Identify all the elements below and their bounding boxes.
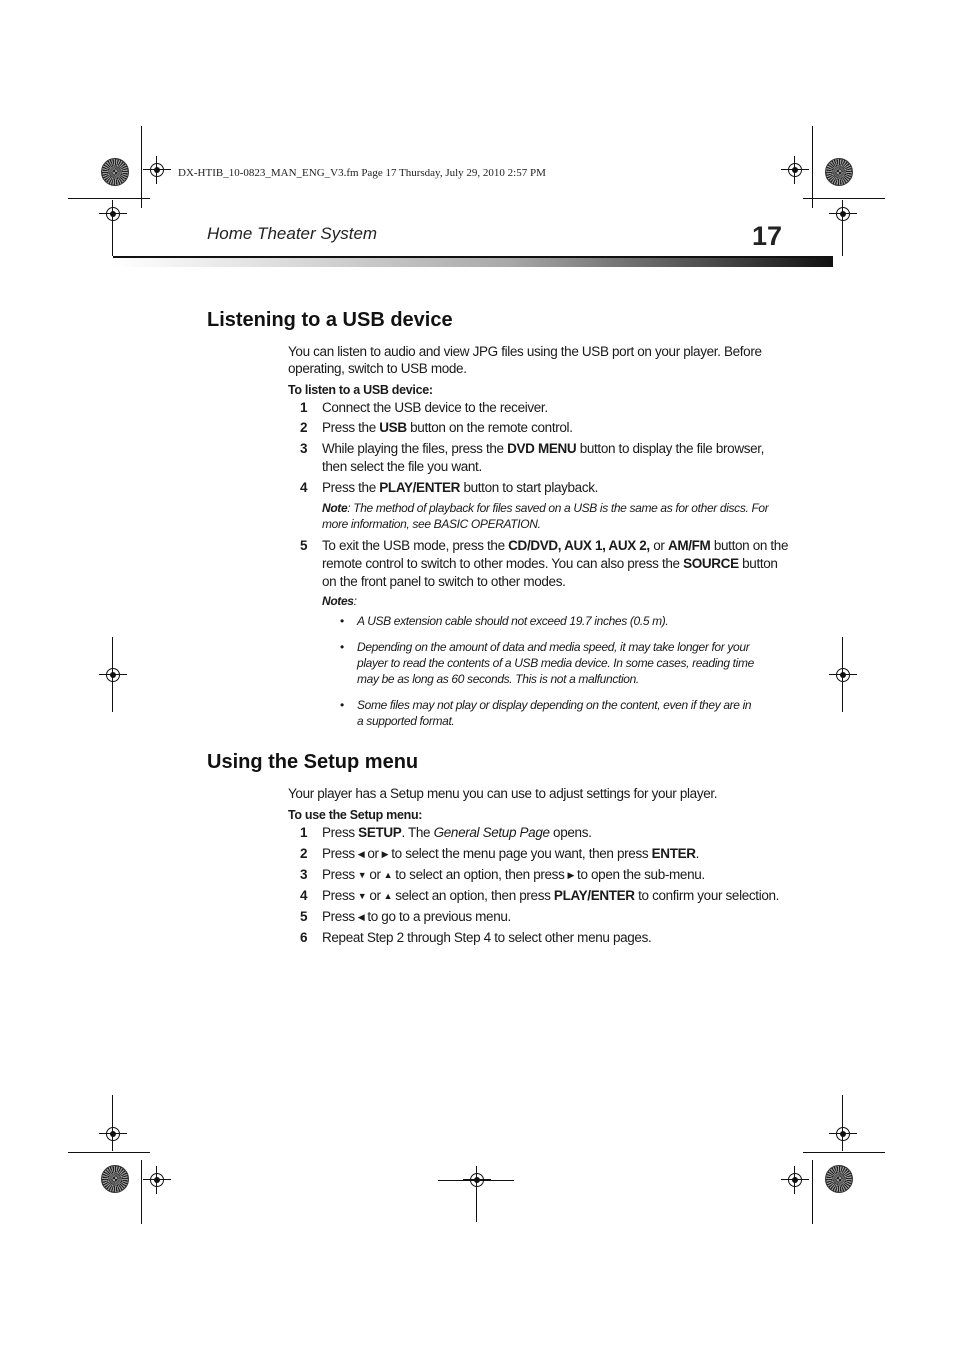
up-arrow-icon: ▲	[383, 891, 393, 901]
crop-mark	[68, 198, 150, 199]
step-text: button on the front panel to switch to other modes.	[322, 556, 778, 589]
step-number: 2	[300, 420, 308, 435]
step-number: 5	[300, 538, 308, 553]
bullet-icon: •	[340, 640, 344, 654]
step-number: 4	[300, 888, 308, 903]
step-text: .	[695, 846, 700, 861]
key-name: DVD MENU	[507, 441, 577, 456]
header-rule-line	[113, 256, 833, 258]
step-number: 6	[300, 930, 308, 945]
key-name: CD/DVD, AUX 1, AUX 2,	[508, 538, 650, 553]
step-text: to select the menu page you want, then press	[391, 846, 652, 861]
usb-step-1	[300, 399, 790, 417]
setup-step-2	[300, 845, 790, 863]
step-text: to select an option, then press	[395, 867, 565, 882]
registration-target-icon	[829, 661, 857, 689]
bullet-icon: •	[340, 614, 344, 628]
usb-step-2	[300, 419, 790, 437]
step-text: select an option, then press	[395, 888, 554, 903]
step-text: to go to a previous menu.	[367, 909, 511, 924]
setup-step-6	[300, 929, 790, 947]
notes-colon: :	[353, 594, 357, 608]
registration-target-icon	[829, 200, 857, 228]
step-text: button on the remote control.	[406, 420, 573, 435]
crop-mark	[812, 1160, 813, 1224]
step-number: 4	[300, 480, 308, 495]
step-text: Press	[322, 909, 355, 924]
key-name: USB	[379, 420, 407, 435]
step-text: Press	[322, 867, 355, 882]
registration-starburst-icon	[825, 158, 853, 186]
page-number: 17	[752, 221, 783, 251]
crop-mark	[68, 1152, 150, 1153]
section-heading-setup: Using the Setup menu	[207, 751, 419, 773]
step-text: to open the sub-menu.	[577, 867, 705, 882]
setup-step-1	[300, 824, 790, 842]
step-text: While playing the files, press the	[322, 441, 508, 456]
crop-mark	[141, 1160, 142, 1224]
crop-mark	[803, 198, 885, 199]
right-arrow-icon: ▶	[567, 870, 575, 880]
step-text: Connect the USB device to the receiver.	[322, 400, 548, 415]
step-number: 1	[300, 400, 308, 415]
setup-step-4	[300, 887, 790, 905]
registration-target-icon	[99, 1120, 127, 1148]
step-text: Press the	[322, 480, 380, 495]
note-bullet-item	[340, 613, 760, 629]
key-name: PLAY/ENTER	[553, 888, 635, 903]
usb-notes-label	[322, 593, 772, 609]
registration-starburst-icon	[825, 1165, 853, 1193]
crop-mark	[812, 126, 813, 208]
registration-starburst-icon	[101, 158, 129, 186]
usb-procedure-title: To listen to a USB device:	[288, 383, 433, 397]
key-name: ENTER	[651, 846, 696, 861]
registration-starburst-icon	[101, 1165, 129, 1193]
registration-target-icon	[143, 1166, 171, 1194]
usb-step-4	[300, 479, 790, 497]
key-name: SOURCE	[683, 556, 739, 571]
usb-note	[322, 500, 772, 532]
file-info-slug: DX-HTIB_10-0823_MAN_ENG_V3.fm Page 17 Thursday, July 29, 2010 2:57 PM	[178, 167, 546, 179]
registration-target-icon	[143, 156, 171, 184]
step-text: Press	[322, 888, 355, 903]
setup-intro-paragraph: Your player has a Setup menu you can use to adjust settings for your player.	[288, 786, 718, 801]
step-text: To exit the USB mode, press the	[322, 538, 509, 553]
setup-step-5	[300, 908, 790, 926]
down-arrow-icon: ▼	[357, 870, 367, 880]
left-arrow-icon: ◀	[357, 912, 365, 922]
step-text: Press	[322, 825, 359, 840]
key-name: SETUP	[358, 825, 402, 840]
step-text: button on the remote control to switch to other modes. You can also press the	[322, 538, 789, 571]
notes-label: Notes	[322, 594, 354, 608]
step-text: . The	[401, 825, 434, 840]
down-arrow-icon: ▼	[357, 891, 367, 901]
usb-step-5	[300, 537, 790, 591]
usb-intro-paragraph: You can listen to audio and view JPG files using the USB port on your player. Before operating, switch to USB mode.	[288, 344, 762, 376]
note-text: : The method of playback for files saved on a USB is the same as for other discs. For more information, see BASIC OPERATION.	[322, 501, 769, 531]
section-heading-usb: Listening to a USB device	[207, 309, 453, 331]
step-text: or	[367, 846, 379, 861]
step-text: or	[649, 538, 668, 553]
step-text: Press the	[322, 420, 380, 435]
usb-step-3	[300, 440, 790, 476]
step-number: 5	[300, 909, 308, 924]
step-text: or	[369, 867, 381, 882]
step-number: 1	[300, 825, 308, 840]
key-name: AM/FM	[667, 538, 711, 553]
note-bullet-item	[340, 697, 760, 729]
setup-step-3	[300, 866, 790, 884]
note-bullet-item	[340, 639, 760, 687]
step-text: Press	[322, 846, 355, 861]
bullet-text: Some files may not play or display depending on the content, even if they are in a supported format.	[357, 698, 752, 728]
note-label: Note	[322, 501, 348, 515]
left-arrow-icon: ◀	[357, 849, 365, 859]
step-text: or	[369, 888, 381, 903]
registration-target-icon	[781, 1166, 809, 1194]
running-header-title: Home Theater System	[207, 224, 378, 243]
step-number: 2	[300, 846, 308, 861]
registration-target-icon	[781, 156, 809, 184]
registration-target-icon	[99, 200, 127, 228]
setup-procedure-title: To use the Setup menu:	[288, 808, 423, 822]
registration-target-icon	[99, 661, 127, 689]
step-text: button to display the file browser, then select the file you want.	[322, 441, 765, 474]
right-arrow-icon: ▶	[381, 849, 389, 859]
step-text: button to start playback.	[460, 480, 599, 495]
step-text: opens.	[549, 825, 592, 840]
step-number: 3	[300, 867, 308, 882]
crop-mark	[141, 126, 142, 208]
step-text: to confirm your selection.	[634, 888, 780, 903]
bullet-icon: •	[340, 698, 344, 712]
step-number: 3	[300, 441, 308, 456]
crop-mark	[803, 1152, 885, 1153]
menu-page-name: General Setup Page	[433, 825, 550, 840]
bullet-text: Depending on the amount of data and media speed, it may take longer for your player to read the contents of a USB media device. In some cases, reading time may be as long as 60 seconds. This is not a malfunction.	[357, 640, 754, 686]
registration-target-icon	[829, 1120, 857, 1148]
key-name: PLAY/ENTER	[379, 480, 461, 495]
up-arrow-icon: ▲	[383, 870, 393, 880]
bullet-text: A USB extension cable should not exceed 19.7 inches (0.5 m).	[357, 614, 669, 628]
registration-target-icon	[463, 1166, 491, 1194]
step-text: Repeat Step 2 through Step 4 to select other menu pages.	[322, 930, 652, 945]
